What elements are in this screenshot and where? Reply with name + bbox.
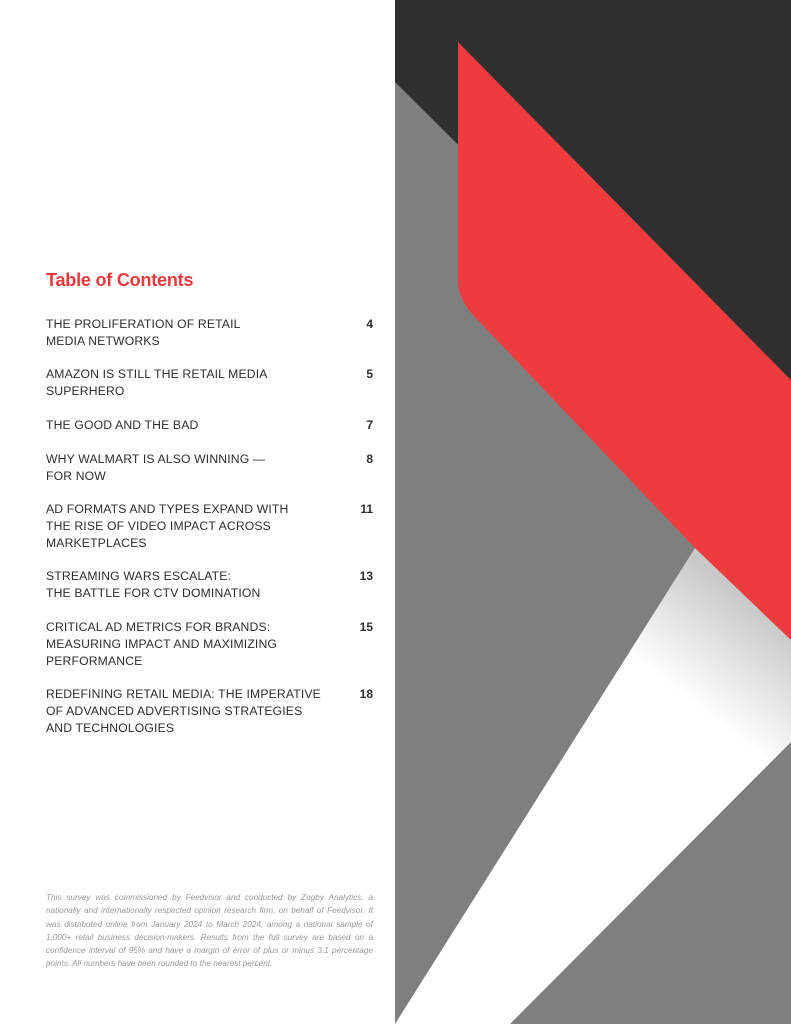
decorative-chevron-graphic bbox=[395, 0, 791, 1024]
toc-entry-label: STREAMING WARS ESCALATE: THE BATTLE FOR CTV DOMINATION bbox=[46, 569, 261, 600]
toc-entry-page: 5 bbox=[366, 367, 373, 381]
toc-entry[interactable] bbox=[46, 451, 373, 485]
toc-entry-label: THE GOOD AND THE BAD bbox=[46, 418, 199, 432]
page-title: Table of Contents bbox=[46, 270, 194, 290]
toc-entry-page: 4 bbox=[366, 317, 373, 331]
survey-disclaimer: This survey was commissioned by Feedvisor and conducted by Zogby Analytics, a nationally and internationally respected opinion research firm, on behalf of Feedvisor. It was distributed online from January 2024 to March 2024, among a national sample of 1,000+ retail business decision-makers. Results from the full survey are based on a confidence interval of 95% and have a margin of error of plus or minus 3.1 percentage points. All numbers have been rounded to the nearest percent. bbox=[46, 893, 373, 969]
toc-entry-page: 7 bbox=[366, 418, 373, 432]
toc-entry[interactable] bbox=[46, 619, 373, 670]
toc-entry-label: REDEFINING RETAIL MEDIA: THE IMPERATIVE OF ADVANCED ADVERTISING STRATEGIES AND TECHNOLOGIES bbox=[46, 687, 321, 735]
toc-entry[interactable] bbox=[46, 366, 373, 400]
toc-entry-label: AD FORMATS AND TYPES EXPAND WITH THE RISE OF VIDEO IMPACT ACROSS MARKETPLACES bbox=[46, 502, 289, 550]
toc-entry-page: 18 bbox=[359, 687, 373, 701]
toc-entry-page: 11 bbox=[360, 502, 373, 516]
toc-entry-label: CRITICAL AD METRICS FOR BRANDS: MEASURING IMPACT AND MAXIMIZING PERFORMANCE bbox=[46, 620, 278, 668]
toc-entry-label: AMAZON IS STILL THE RETAIL MEDIA SUPERHERO bbox=[46, 367, 268, 398]
toc-entry[interactable] bbox=[46, 417, 373, 434]
toc-entry-label: WHY WALMART IS ALSO WINNING — FOR NOW bbox=[46, 452, 266, 483]
toc-entry[interactable] bbox=[46, 501, 373, 552]
toc-entry-label: THE PROLIFERATION OF RETAIL MEDIA NETWORKS bbox=[46, 317, 241, 348]
toc-entry[interactable] bbox=[46, 686, 373, 737]
toc-entry-page: 13 bbox=[359, 569, 373, 583]
toc-entry-page: 15 bbox=[359, 620, 373, 634]
contents-panel bbox=[0, 0, 395, 1024]
toc-entry[interactable] bbox=[46, 568, 373, 602]
toc-entry-page: 8 bbox=[366, 452, 373, 466]
toc-entry[interactable] bbox=[46, 316, 373, 350]
